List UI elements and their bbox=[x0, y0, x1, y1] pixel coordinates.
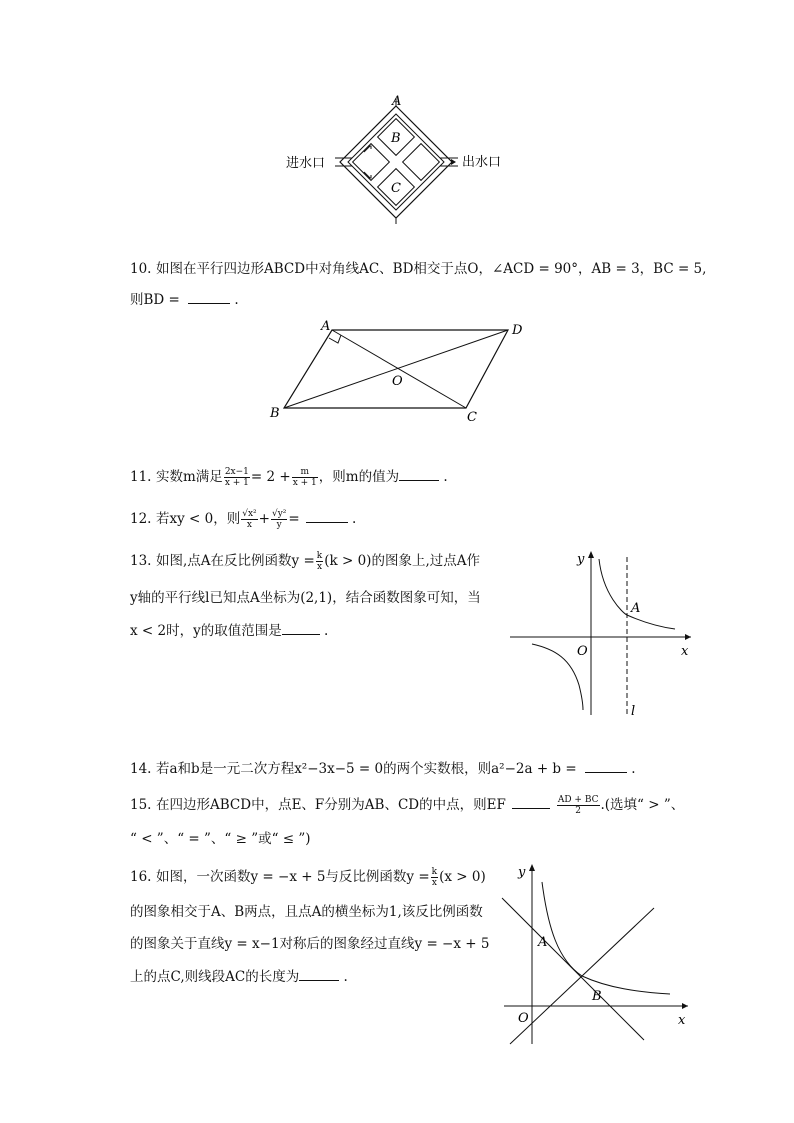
line-and-hyperbola-graph-16 bbox=[498, 858, 698, 1048]
question-15: 15. 在四边形ABCD中，点E、F分别为AB、CD的中点，则EF $\frac{AD + BC}{2}$ .(选填“ > ”、 bbox=[130, 795, 685, 816]
answer-blank bbox=[399, 466, 439, 481]
answer-blank bbox=[282, 620, 320, 635]
question-text: 如图在平行四边形ABCD中对角线AC、BD相交于点O，∠ACD = 90°，AB = 3，BC = 5, bbox=[156, 261, 707, 277]
fig13-label-o: O bbox=[577, 644, 588, 659]
fig9-label-c: C bbox=[391, 181, 401, 196]
question-10-line2: 则BD = . bbox=[130, 289, 239, 310]
answer-blank bbox=[188, 289, 230, 304]
fig16-label-y: y bbox=[518, 865, 526, 880]
question-16: 16. 如图，一次函数y = −x + 5与反比例函数y = $\frac{k}{x}$ (x > 0) bbox=[130, 867, 486, 888]
fig10-label-o: O bbox=[392, 374, 403, 389]
fig9-inlet-label: 进水口 bbox=[286, 156, 326, 171]
fig10-label-d: D bbox=[512, 323, 523, 338]
fig13-label-x: x bbox=[681, 644, 689, 659]
fig10-label-a: A bbox=[321, 319, 331, 334]
fig9-outlet-label: 出水口 bbox=[462, 155, 502, 170]
parallelogram-figure bbox=[260, 316, 540, 426]
fraction: $\frac{AD + BC}{2}$ bbox=[557, 795, 599, 816]
fig13-label-a: A bbox=[631, 601, 641, 616]
fraction: $\frac{k}{x}$ bbox=[431, 867, 438, 888]
fig10-label-c: C bbox=[467, 410, 477, 425]
fig9-label-b: B bbox=[391, 131, 401, 146]
fig9-label-a: A bbox=[392, 94, 402, 109]
question-13-line2: y轴的平行线l已知点A坐标为(2,1)，结合函数图象可知，当 bbox=[130, 590, 481, 606]
answer-blank bbox=[585, 758, 627, 773]
answer-blank bbox=[306, 508, 348, 523]
fig16-label-b: B bbox=[592, 989, 602, 1004]
water-channel-figure bbox=[280, 90, 520, 225]
x-axis-arrow bbox=[682, 1003, 688, 1009]
question-13-line3: x < 2时，y的取值范围是 . bbox=[130, 620, 328, 641]
inverse-function-graph-13 bbox=[505, 545, 700, 720]
question-15-line2: “ < ”、“ = ”、“ ≥ ”或“ ≤ ”) bbox=[130, 831, 311, 847]
answer-blank bbox=[299, 966, 339, 981]
y-axis-arrow bbox=[588, 551, 594, 558]
answer-blank bbox=[512, 794, 550, 809]
fig13-label-l: l bbox=[631, 704, 636, 719]
question-10 bbox=[130, 259, 706, 279]
question-16-line4: 上的点C,则线段AC的长度为 . bbox=[130, 966, 348, 987]
question-16-line3: 的图象关于直线y = x−1对称后的图象经过直线y = −x + 5 bbox=[130, 936, 490, 952]
x-axis-arrow bbox=[685, 634, 691, 640]
fraction: $\frac{\text{√y²}}{y}$ bbox=[271, 509, 287, 530]
fig13-label-y: y bbox=[577, 552, 585, 567]
fig16-label-o: O bbox=[518, 1011, 529, 1026]
question-14: 14. 若a和b是一元二次方程x²−3x−5 = 0的两个实数根，则a²−2a + b = . bbox=[130, 758, 636, 779]
fig16-label-a: A bbox=[538, 935, 548, 950]
fig10-label-b: B bbox=[270, 406, 280, 421]
fraction: $\frac{\text{√x²}}{x}$ bbox=[242, 509, 257, 530]
y-axis-arrow bbox=[529, 864, 535, 871]
question-16-line2: 的图象相交于A、B两点，且点A的横坐标为1,该反比例函数 bbox=[130, 904, 483, 920]
question-number: 10. bbox=[130, 261, 152, 277]
fraction: $\frac{2x-1}{x + 1}$ bbox=[224, 467, 249, 488]
fraction: $\frac{k}{x}$ bbox=[316, 551, 323, 572]
fig16-label-x: x bbox=[678, 1013, 686, 1028]
question-13: 13. 如图,点A在反比例函数y = $\frac{k}{x}$ (k > 0)的图象上,过点A作 bbox=[130, 551, 480, 572]
question-11: 11. 实数m满足 $\frac{2x-1}{x + 1}$ = 2 + $\frac{m}{x + 1}$ ，则m的值为 . bbox=[130, 467, 448, 488]
fraction: $\frac{m}{x + 1}$ bbox=[292, 467, 317, 488]
question-12: 12. 若xy < 0，则 $\frac{\text{√x²}}{x}$ + $\frac{\text{√y²}}{y}$ = . bbox=[130, 509, 357, 530]
